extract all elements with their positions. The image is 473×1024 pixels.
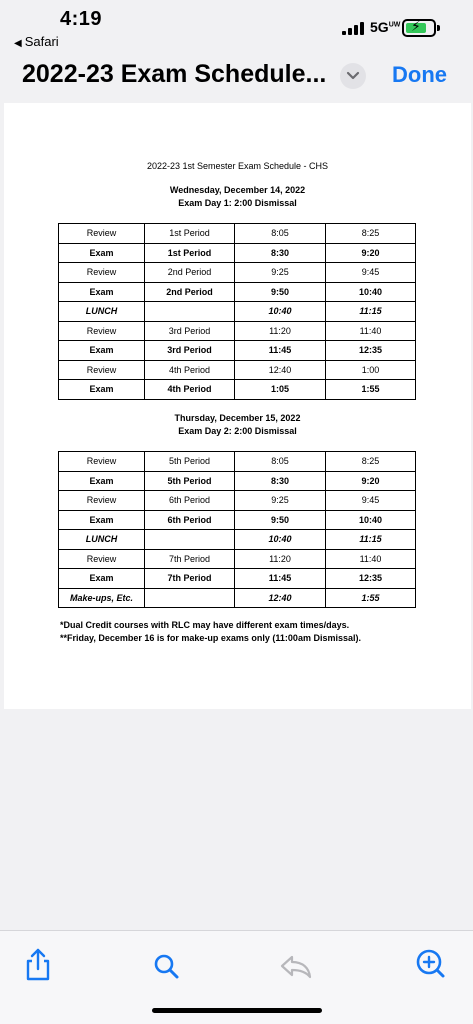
cell-start-time: 8:05	[235, 224, 326, 244]
cell-start-time: 9:25	[235, 263, 326, 283]
cell-start-time: 8:30	[235, 243, 326, 263]
cell-period: 4th Period	[145, 360, 235, 380]
cell-type: Make-ups, Etc.	[59, 588, 145, 608]
cell-end-time: 1:55	[326, 380, 416, 400]
reply-arrow-icon	[276, 945, 316, 985]
status-bar	[0, 0, 473, 56]
cell-type: Exam	[59, 243, 145, 263]
day1-subtitle: Exam Day 1: 2:00 Dismissal	[178, 198, 297, 208]
day2-heading	[4, 412, 471, 438]
cell-period: 7th Period	[145, 549, 235, 569]
day1-heading	[4, 184, 471, 210]
cell-type: Review	[59, 224, 145, 244]
day2-subtitle: Exam Day 2: 2:00 Dismissal	[178, 426, 297, 436]
status-time: 4:19	[60, 8, 103, 30]
cell-start-time: 11:20	[235, 549, 326, 569]
table-row	[59, 510, 416, 530]
cell-period: 7th Period	[145, 569, 235, 589]
cell-start-time: 9:50	[235, 510, 326, 530]
table-row	[59, 302, 416, 322]
cell-start-time: 10:40	[235, 530, 326, 550]
cell-period: 2nd Period	[145, 282, 235, 302]
battery-cap	[437, 25, 440, 31]
cell-end-time: 9:45	[326, 491, 416, 511]
cell-end-time: 1:55	[326, 588, 416, 608]
share-icon	[18, 945, 58, 985]
cell-end-time: 11:40	[326, 321, 416, 341]
cell-type: LUNCH	[59, 530, 145, 550]
day1-schedule-table	[58, 223, 416, 400]
cell-start-time: 9:25	[235, 491, 326, 511]
table-row	[59, 380, 416, 400]
cell-end-time: 12:35	[326, 341, 416, 361]
note-dual-credit: *Dual Credit courses with RLC may have different exam times/days.	[60, 620, 350, 630]
back-to-app-button[interactable]	[14, 34, 59, 49]
chevron-down-icon	[346, 71, 360, 81]
cell-period: 6th Period	[145, 491, 235, 511]
cell-start-time: 12:40	[235, 588, 326, 608]
table-row	[59, 530, 416, 550]
done-button[interactable]: Done	[392, 62, 447, 87]
cell-type: LUNCH	[59, 302, 145, 322]
share-button[interactable]	[18, 945, 58, 985]
zoom-button[interactable]	[410, 945, 450, 985]
cell-type: Review	[59, 549, 145, 569]
cell-period: 4th Period	[145, 380, 235, 400]
cell-start-time: 9:50	[235, 282, 326, 302]
table-row	[59, 588, 416, 608]
cell-type: Review	[59, 452, 145, 472]
battery-icon	[402, 19, 436, 37]
table-row	[59, 360, 416, 380]
cell-end-time: 9:45	[326, 263, 416, 283]
markup-button[interactable]	[276, 945, 316, 985]
cell-type: Review	[59, 360, 145, 380]
zoom-in-icon	[410, 945, 450, 985]
cell-end-time: 11:15	[326, 302, 416, 322]
cell-end-time: 11:40	[326, 549, 416, 569]
cell-period: 2nd Period	[145, 263, 235, 283]
day2-schedule-table	[58, 451, 416, 608]
document-page	[4, 103, 471, 709]
table-row	[59, 263, 416, 283]
cell-type: Review	[59, 491, 145, 511]
cell-start-time: 10:40	[235, 302, 326, 322]
cell-start-time: 11:20	[235, 321, 326, 341]
home-indicator	[152, 1008, 322, 1013]
cell-type: Exam	[59, 380, 145, 400]
day2-date: Thursday, December 15, 2022	[174, 413, 301, 423]
cell-start-time: 11:45	[235, 341, 326, 361]
cell-end-time: 9:20	[326, 243, 416, 263]
cell-end-time: 9:20	[326, 471, 416, 491]
cell-period: 6th Period	[145, 510, 235, 530]
cell-end-time: 8:25	[326, 452, 416, 472]
table-row	[59, 321, 416, 341]
cell-period: 3rd Period	[145, 341, 235, 361]
table-row	[59, 243, 416, 263]
search-icon	[147, 945, 187, 985]
cell-period: 1st Period	[145, 243, 235, 263]
network-suffix: UW	[388, 21, 401, 29]
cell-start-time: 1:05	[235, 380, 326, 400]
cell-start-time: 8:05	[235, 452, 326, 472]
table-row	[59, 569, 416, 589]
charging-bolt-icon: ⚡	[411, 18, 421, 34]
title-menu-button[interactable]	[340, 63, 366, 89]
cell-end-time: 12:35	[326, 569, 416, 589]
table-row	[59, 471, 416, 491]
back-triangle-icon: ◀	[14, 38, 22, 49]
cell-period	[145, 302, 235, 322]
back-app-label: Safari	[24, 34, 59, 49]
note-friday-makeups: **Friday, December 16 is for make-up exams only (11:00am Dismissal).	[60, 633, 361, 643]
cell-end-time: 11:15	[326, 530, 416, 550]
cell-type: Exam	[59, 341, 145, 361]
cell-start-time: 11:45	[235, 569, 326, 589]
table-row	[59, 224, 416, 244]
cell-start-time: 8:30	[235, 471, 326, 491]
cell-type: Exam	[59, 569, 145, 589]
cell-period: 1st Period	[145, 224, 235, 244]
table-row	[59, 341, 416, 361]
cell-start-time: 12:40	[235, 360, 326, 380]
cell-end-time: 1:00	[326, 360, 416, 380]
cell-type: Review	[59, 263, 145, 283]
schedule-title: 2022-23 1st Semester Exam Schedule - CHS	[146, 161, 329, 171]
cell-type: Exam	[59, 471, 145, 491]
table-row	[59, 282, 416, 302]
document-title: 2022-23 Exam Schedule...	[22, 60, 327, 88]
cellular-signal-icon	[342, 23, 364, 35]
day1-date: Wednesday, December 14, 2022	[169, 185, 306, 195]
table-row	[59, 452, 416, 472]
cell-period	[145, 530, 235, 550]
cell-period	[145, 588, 235, 608]
network-type: $5G^{UW}$	[370, 19, 401, 35]
schedule-notes	[60, 619, 361, 645]
cell-period: 5th Period	[145, 452, 235, 472]
cell-type: Exam	[59, 282, 145, 302]
cell-end-time: 10:40	[326, 510, 416, 530]
cell-end-time: 10:40	[326, 282, 416, 302]
table-row	[59, 549, 416, 569]
cell-end-time: 8:25	[326, 224, 416, 244]
find-in-document-button[interactable]	[147, 945, 187, 985]
cell-type: Exam	[59, 510, 145, 530]
table-row	[59, 491, 416, 511]
cell-type: Review	[59, 321, 145, 341]
cell-period: 3rd Period	[145, 321, 235, 341]
cell-period: 5th Period	[145, 471, 235, 491]
